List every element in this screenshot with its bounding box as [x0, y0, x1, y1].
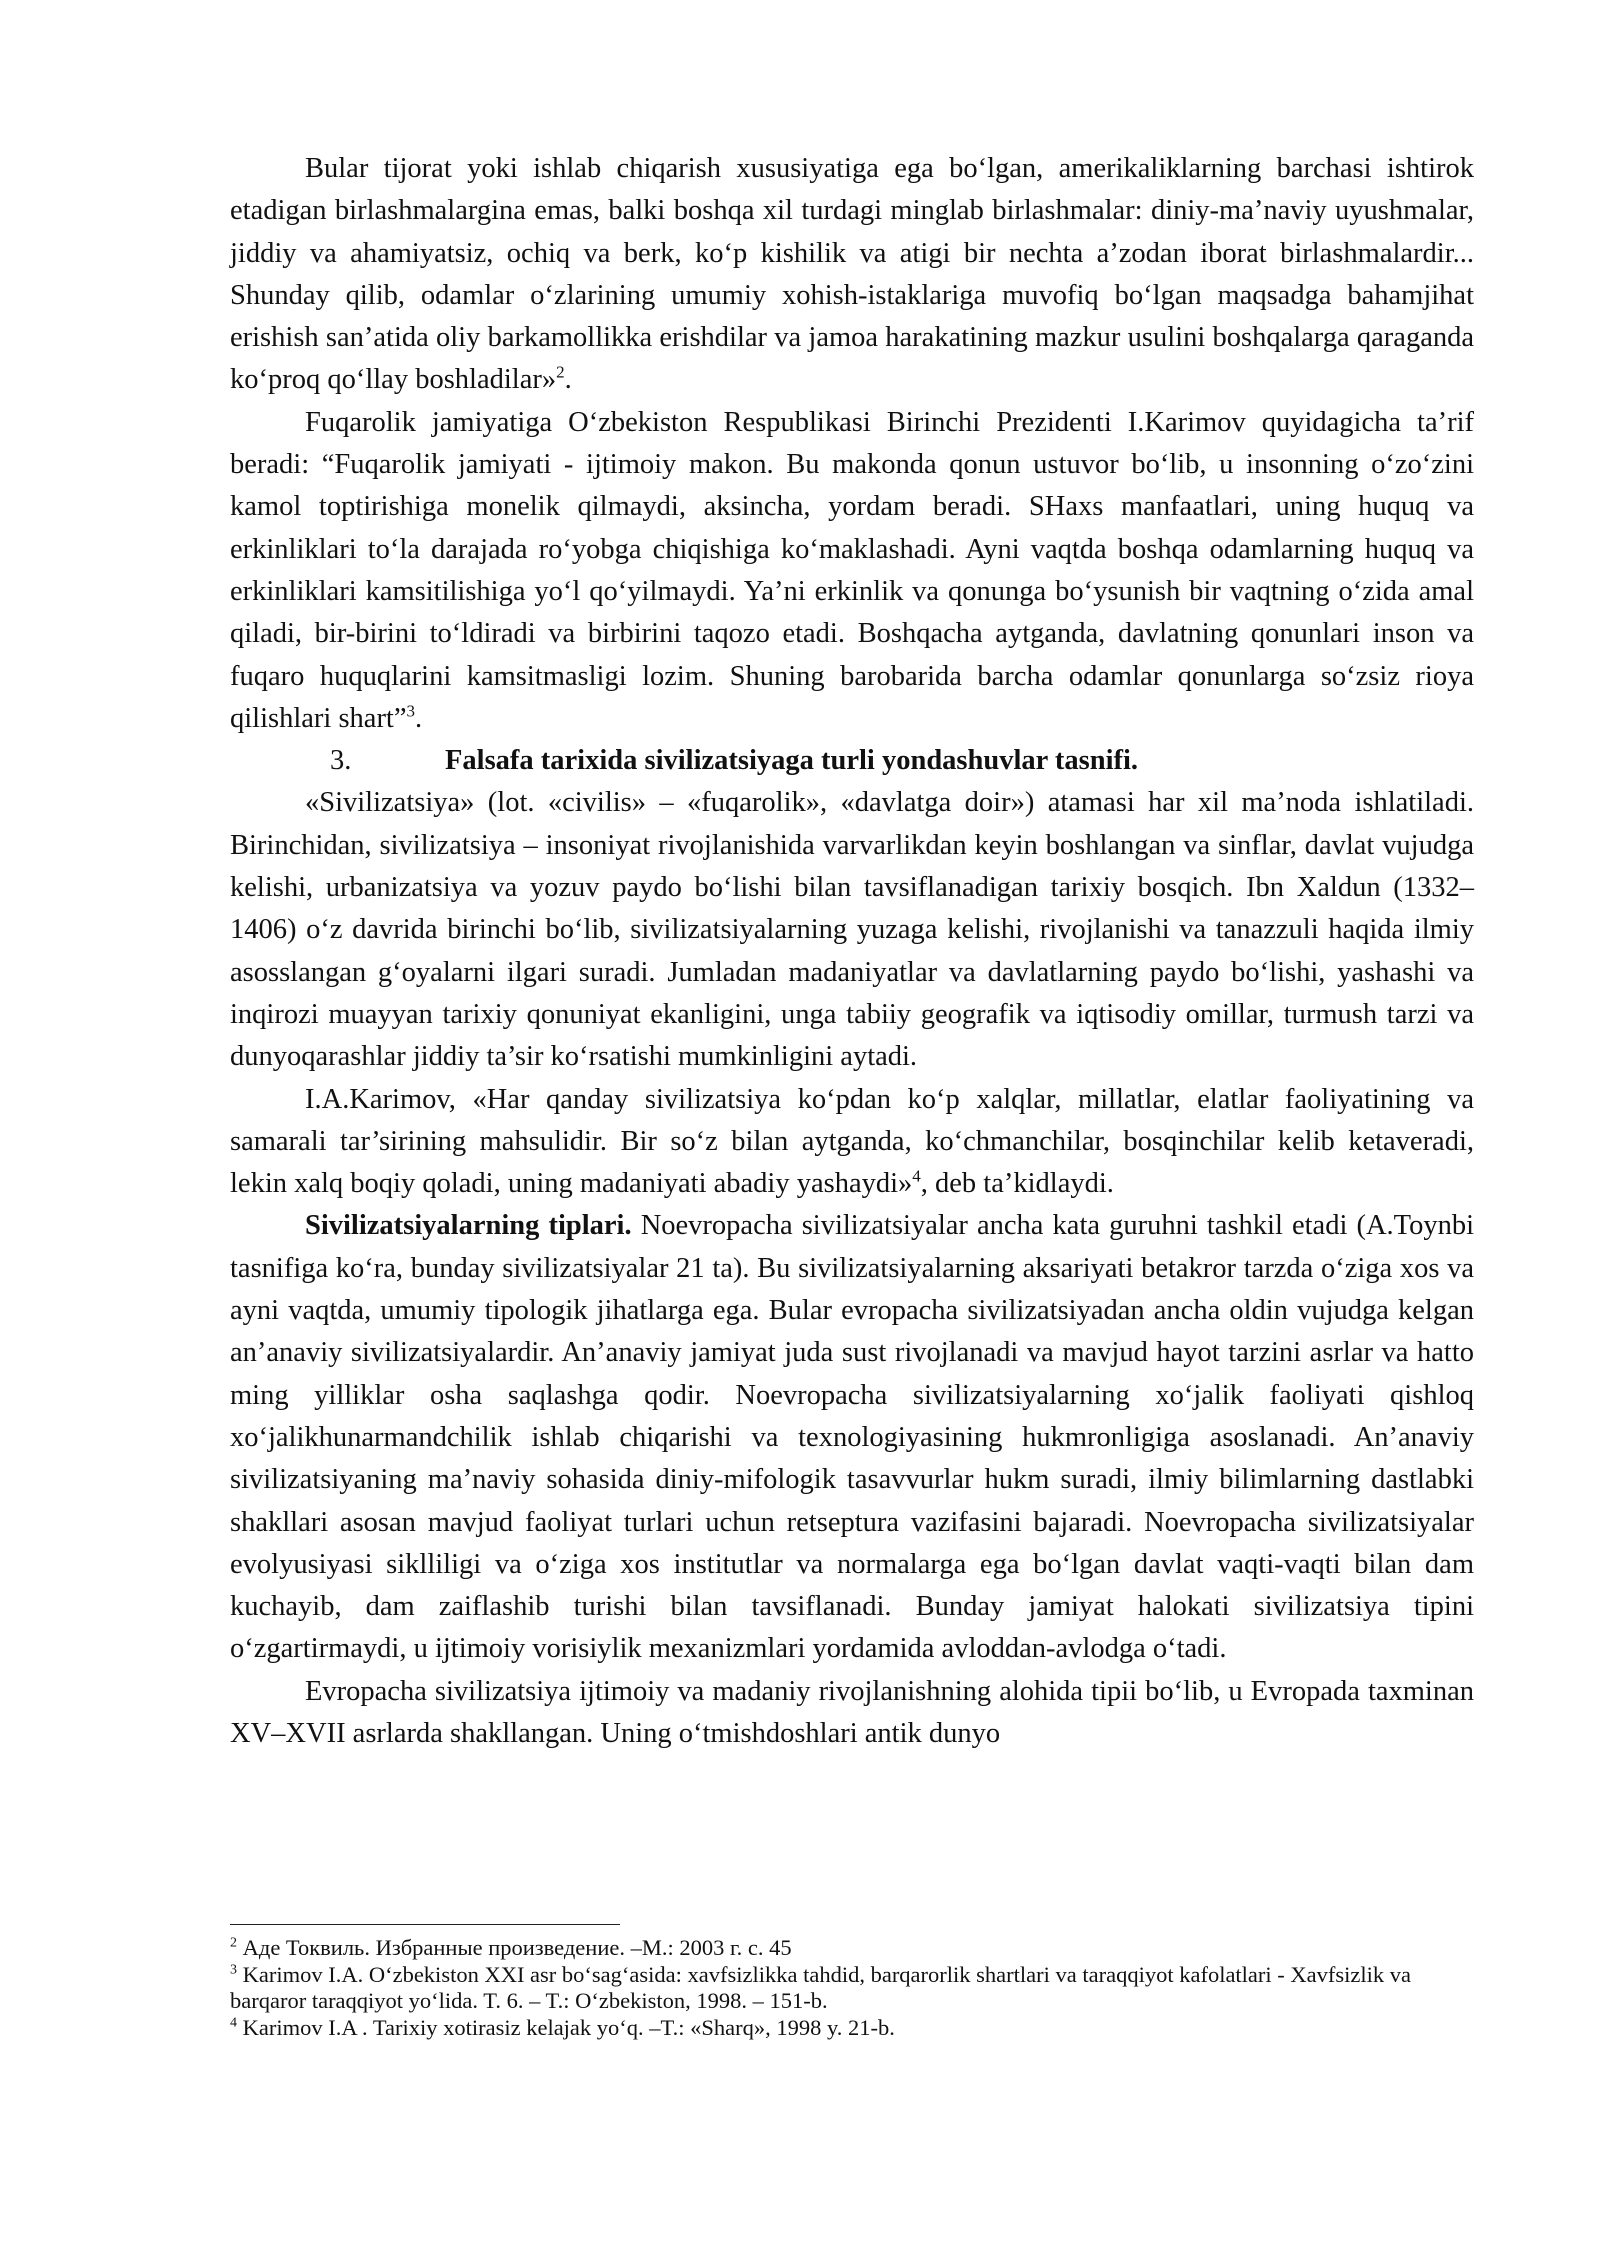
paragraph — [230, 782, 1474, 1078]
footnote-number: 3 — [230, 1962, 237, 1977]
footnotes — [230, 1935, 1480, 2041]
footnote-text: Аде Токвиль. Избранные произведение. –М.: 2003 г. с. 45 — [237, 1935, 792, 1960]
footnote — [230, 2015, 1480, 2042]
text-run: Fuqarolik jamiyatiga O‘zbekiston Respublikasi Birinchi Prezidenti I.Karimov quyidagicha ta’rif beradi: “Fuqarolik jamiyati - ijtimoiy makon. Bu makonda qonun ustuvor bo‘lib, u insonning o‘zo‘zini kamol toptirishiga monelik qilmaydi, aksincha, yordam beradi. SHaxs manfaatlari, uning huquq va erkinliklari to‘la darajada ro‘yobga chiqishiga ko‘maklashadi. Ayni vaqtda boshqa odamlarning huquq va erkinliklari kamsitilishiga yo‘l qo‘yilmaydi. Ya’ni erkinlik va qonunga bo‘ysunish bir vaqtning o‘zida amal qiladi, bir-birini to‘ldiradi va birbirini taqozo etadi. Boshqacha aytganda, davlatning qonunlari inson va fuqaro huquqlarini kamsitmasligi lozim. Shuning barobarida barcha odamlar qonunlarga so‘zsiz rioya qilishlari shart” — [230, 406, 1474, 734]
footnote-reference: 4 — [912, 1166, 921, 1186]
footnote-separator — [230, 1924, 620, 1925]
paragraph — [230, 1079, 1474, 1206]
text-run: Bular tijorat yoki ishlab chiqarish xususiyatiga ega bo‘lgan, amerikaliklarning barchasi ishtirok etadigan birlashmalargina emas, balki boshqa xil turdagi minglab birlashmalar: diniy-ma’naviy uyushmalar, jiddiy va ahamiyatsiz, ochiq va berk, ko‘p kishilik va atigi bir nechta a’zodan iborat birlashmalardir... Shunday qilib, odamlar o‘zlarining umumiy xohish-istaklariga muvofiq bo‘lgan maqsadga bahamjihat erishish san’atida oliy barkamollikka erishdilar va jamoa harakatining mazkur usulini boshqalarga qaraganda ko‘proq qo‘llay boshladilar» — [230, 153, 1474, 396]
paragraph — [230, 1671, 1474, 1756]
text-run: . — [415, 702, 423, 734]
section-number: 3. — [330, 745, 352, 777]
text-run: , deb ta’kidlaydi. — [920, 1168, 1114, 1200]
paragraph — [230, 402, 1474, 740]
text-run: Noevropacha sivilizatsiyalar ancha kata guruhni tashkil etadi (A.Toynbi tasnifiga ko‘ra, bunday sivilizatsiyalar 21 ta). Bu sivilizatsiyalarning aksariyati betakror tarzda o‘ziga xos va ayni vaqtda, umumiy tipologik jihatlarga ega. Bular evropacha sivilizatsiyadan ancha oldin vujudga kelgan an’anaviy sivilizatsiyalardir. An’anaviy jamiyat juda sust rivojlanadi va mavjud hayot tarzini asrlar va hatto ming yilliklar osha saqlashga qodir. Noevropacha sivilizatsiyalarning xo‘jalik faoliyati qishloq xo‘jalikhunarmandchilik ishlab chiqarishi va texnologiyasining hukmronligiga asoslanadi. An’anaviy sivilizatsiyaning ma’naviy sohasida diniy-mifologik tasavvurlar hukm suradi, ilmiy bilimlarning dastlabki shakllari asosan mavjud faoliyat turlari uchun retseptura vazifasini bajaradi. Noevropacha sivilizatsiyalar evolyusiyasi siklliligi va o‘ziga xos institutlar va normalarga ega bo‘lgan davlat vaqti-vaqti bilan dam kuchayib, dam zaiflashib turishi bilan tavsiflanadi. Bunday jamiyat halokati sivilizatsiya tipini o‘zgartirmaydi, u ijtimoiy vorisiylik mexanizmlari yordamida avloddan-avlodga o‘tadi. — [230, 1210, 1474, 1665]
paragraph — [230, 148, 1474, 402]
footnote-number: 4 — [230, 2015, 237, 2030]
run-in-heading: Sivilizatsiyalarning tiplari. — [305, 1210, 632, 1242]
paragraph — [230, 1205, 1474, 1670]
footnote-number: 2 — [230, 1935, 237, 1951]
footnote-text: Karimov I.A . Tarixiy xotirasiz kelajak yo‘q. –T.: «Sharq», 1998 y. 21-b. — [237, 2014, 895, 2040]
section-heading — [230, 740, 1474, 782]
body-text — [230, 148, 1474, 1755]
footnote-reference: 2 — [556, 362, 565, 382]
footnote — [230, 1962, 1480, 2015]
text-run: «Sivilizatsiya» (lot. «civilis» – «fuqarolik», «davlatga doir») atamasi har xil ma’noda ishlatiladi. Birinchidan, sivilizatsiya – insoniyat rivojlanishida varvarlikdan keyin boshlangan va sinflar, davlat vujudga kelishi, urbanizatsiya va yozuv paydo bo‘lishi bilan tavsiflanadigan tarixiy bosqich. Ibn Xaldun (1332–1406) o‘z davrida birinchi bo‘lib, sivilizatsiyalarning yuzaga kelishi, rivojlanishi va tanazzuli haqida ilmiy asosslangan g‘oyalarni ilgari suradi. Jumladan madaniyatlar va davlatlarning paydo bo‘lishi, yashashi va inqirozi muayyan tarixiy qonuniyat ekanligini, unga tabiiy geografik va iqtisodiy omillar, turmush tarzi va dunyoqarashlar jiddiy ta’sir ko‘rsatishi mumkinligini aytadi. — [230, 787, 1474, 1073]
footnote-text: Karimov I.A. O‘zbekiston XXI asr bo‘sag‘asida: xavfsizlikka tahdid, barqarorlik shartlari va taraqqiyot kafolatlari - Xavfsizlik va barqaror taraqqiyot yo‘lida. T. 6. – T.: O‘zbekiston, 1998. – 151-b. — [230, 1961, 1411, 2013]
footnote-reference: 3 — [406, 701, 415, 721]
section-title: Falsafa tarixida sivilizatsiyaga turli yondashuvlar tasnifi. — [445, 745, 1139, 777]
footnote — [230, 1935, 1480, 1962]
text-run: Evropacha sivilizatsiya ijtimoiy va madaniy rivojlanishning alohida tipii bo‘lib, u Evropada taxminan XV–XVII asrlarda shakllangan. Uning o‘tmishdoshlari antik dunyo — [230, 1675, 1474, 1749]
text-run: I.A.Karimov, «Har qanday sivilizatsiya ko‘pdan ko‘p xalqlar, millatlar, elatlar faoliyatining va samarali tar’sirining mahsulidir. Bir so‘z bilan aytganda, ko‘chmanchilar, bosqinchilar kelib ketaveradi, lekin xalq boqiy qoladi, uning madaniyati abadiy yashaydi» — [230, 1083, 1474, 1200]
text-run: . — [564, 364, 572, 396]
